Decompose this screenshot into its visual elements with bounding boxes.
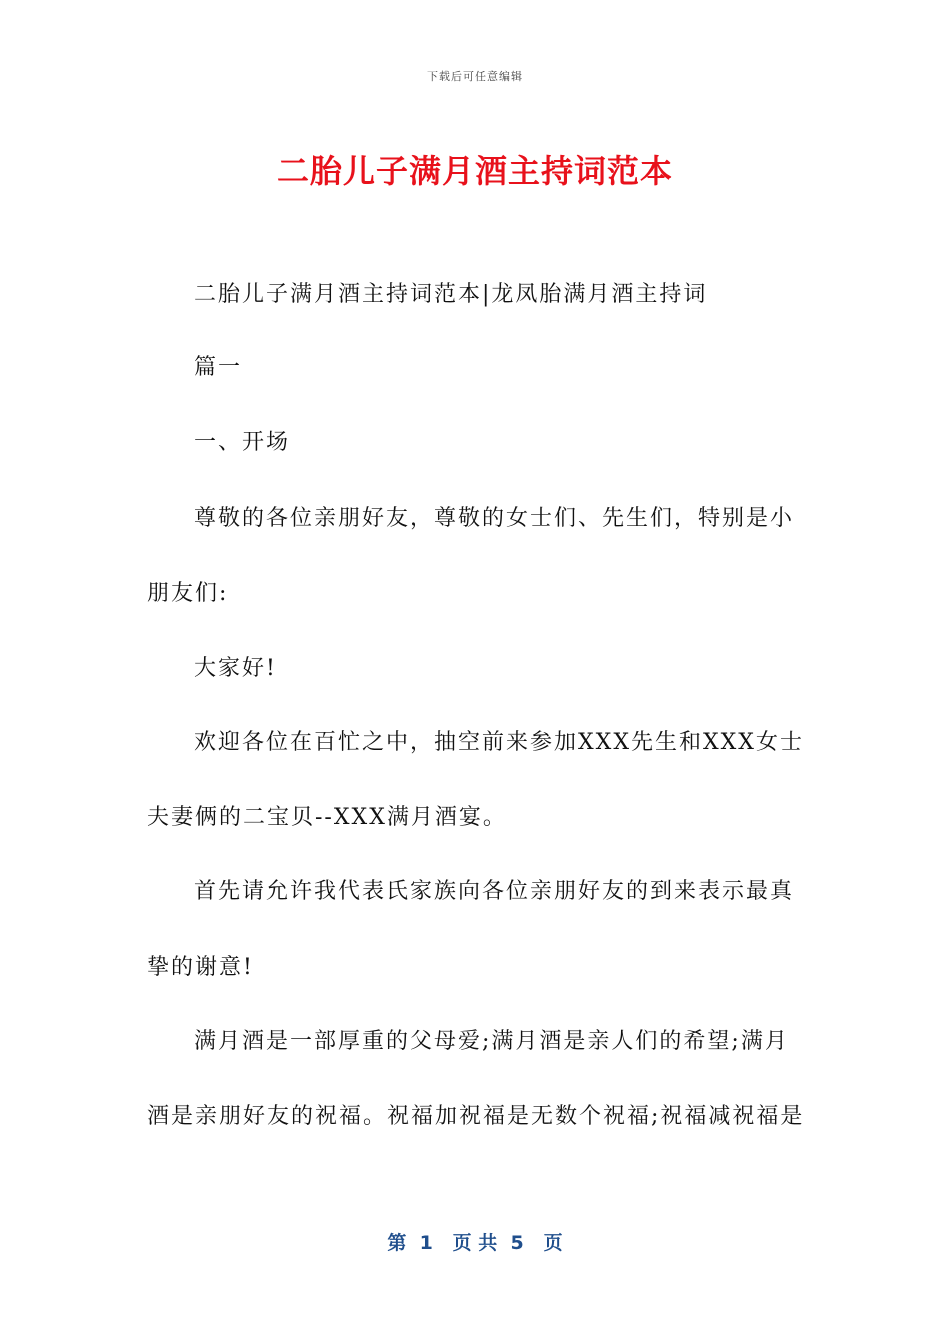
page-footer: 第 1 页 共 5 页	[387, 1232, 563, 1254]
body-paragraph-line: 夫妻俩的二宝贝--XXX满月酒宴。	[147, 805, 507, 830]
body-paragraph-line: 大家好!	[194, 656, 277, 681]
body-paragraph-line: 酒是亲朋好友的祝福。祝福加祝福是无数个祝福;祝福减祝福是	[147, 1104, 805, 1129]
header-note: 下载后可任意编辑	[427, 70, 523, 83]
section-heading: 篇一	[194, 355, 243, 380]
body-paragraph-line: 欢迎各位在百忙之中，抽空前来参加XXX先生和XXX女士	[194, 730, 804, 755]
body-paragraph-line: 尊敬的各位亲朋好友，尊敬的女士们、先生们，特别是小	[194, 506, 795, 531]
section-subheading: 一、开场	[194, 430, 291, 455]
body-paragraph-line: 挚的谢意!	[147, 955, 254, 980]
document-title: 二胎儿子满月酒主持词范本	[276, 152, 673, 190]
body-paragraph-line: 朋友们:	[147, 581, 229, 606]
body-paragraph-line: 二胎儿子满月酒主持词范本|龙凤胎满月酒主持词	[194, 282, 708, 307]
body-paragraph-line: 首先请允许我代表氏家族向各位亲朋好友的到来表示最真	[194, 879, 795, 904]
body-paragraph-line: 满月酒是一部厚重的父母爱;满月酒是亲人们的希望;满月	[194, 1029, 789, 1054]
